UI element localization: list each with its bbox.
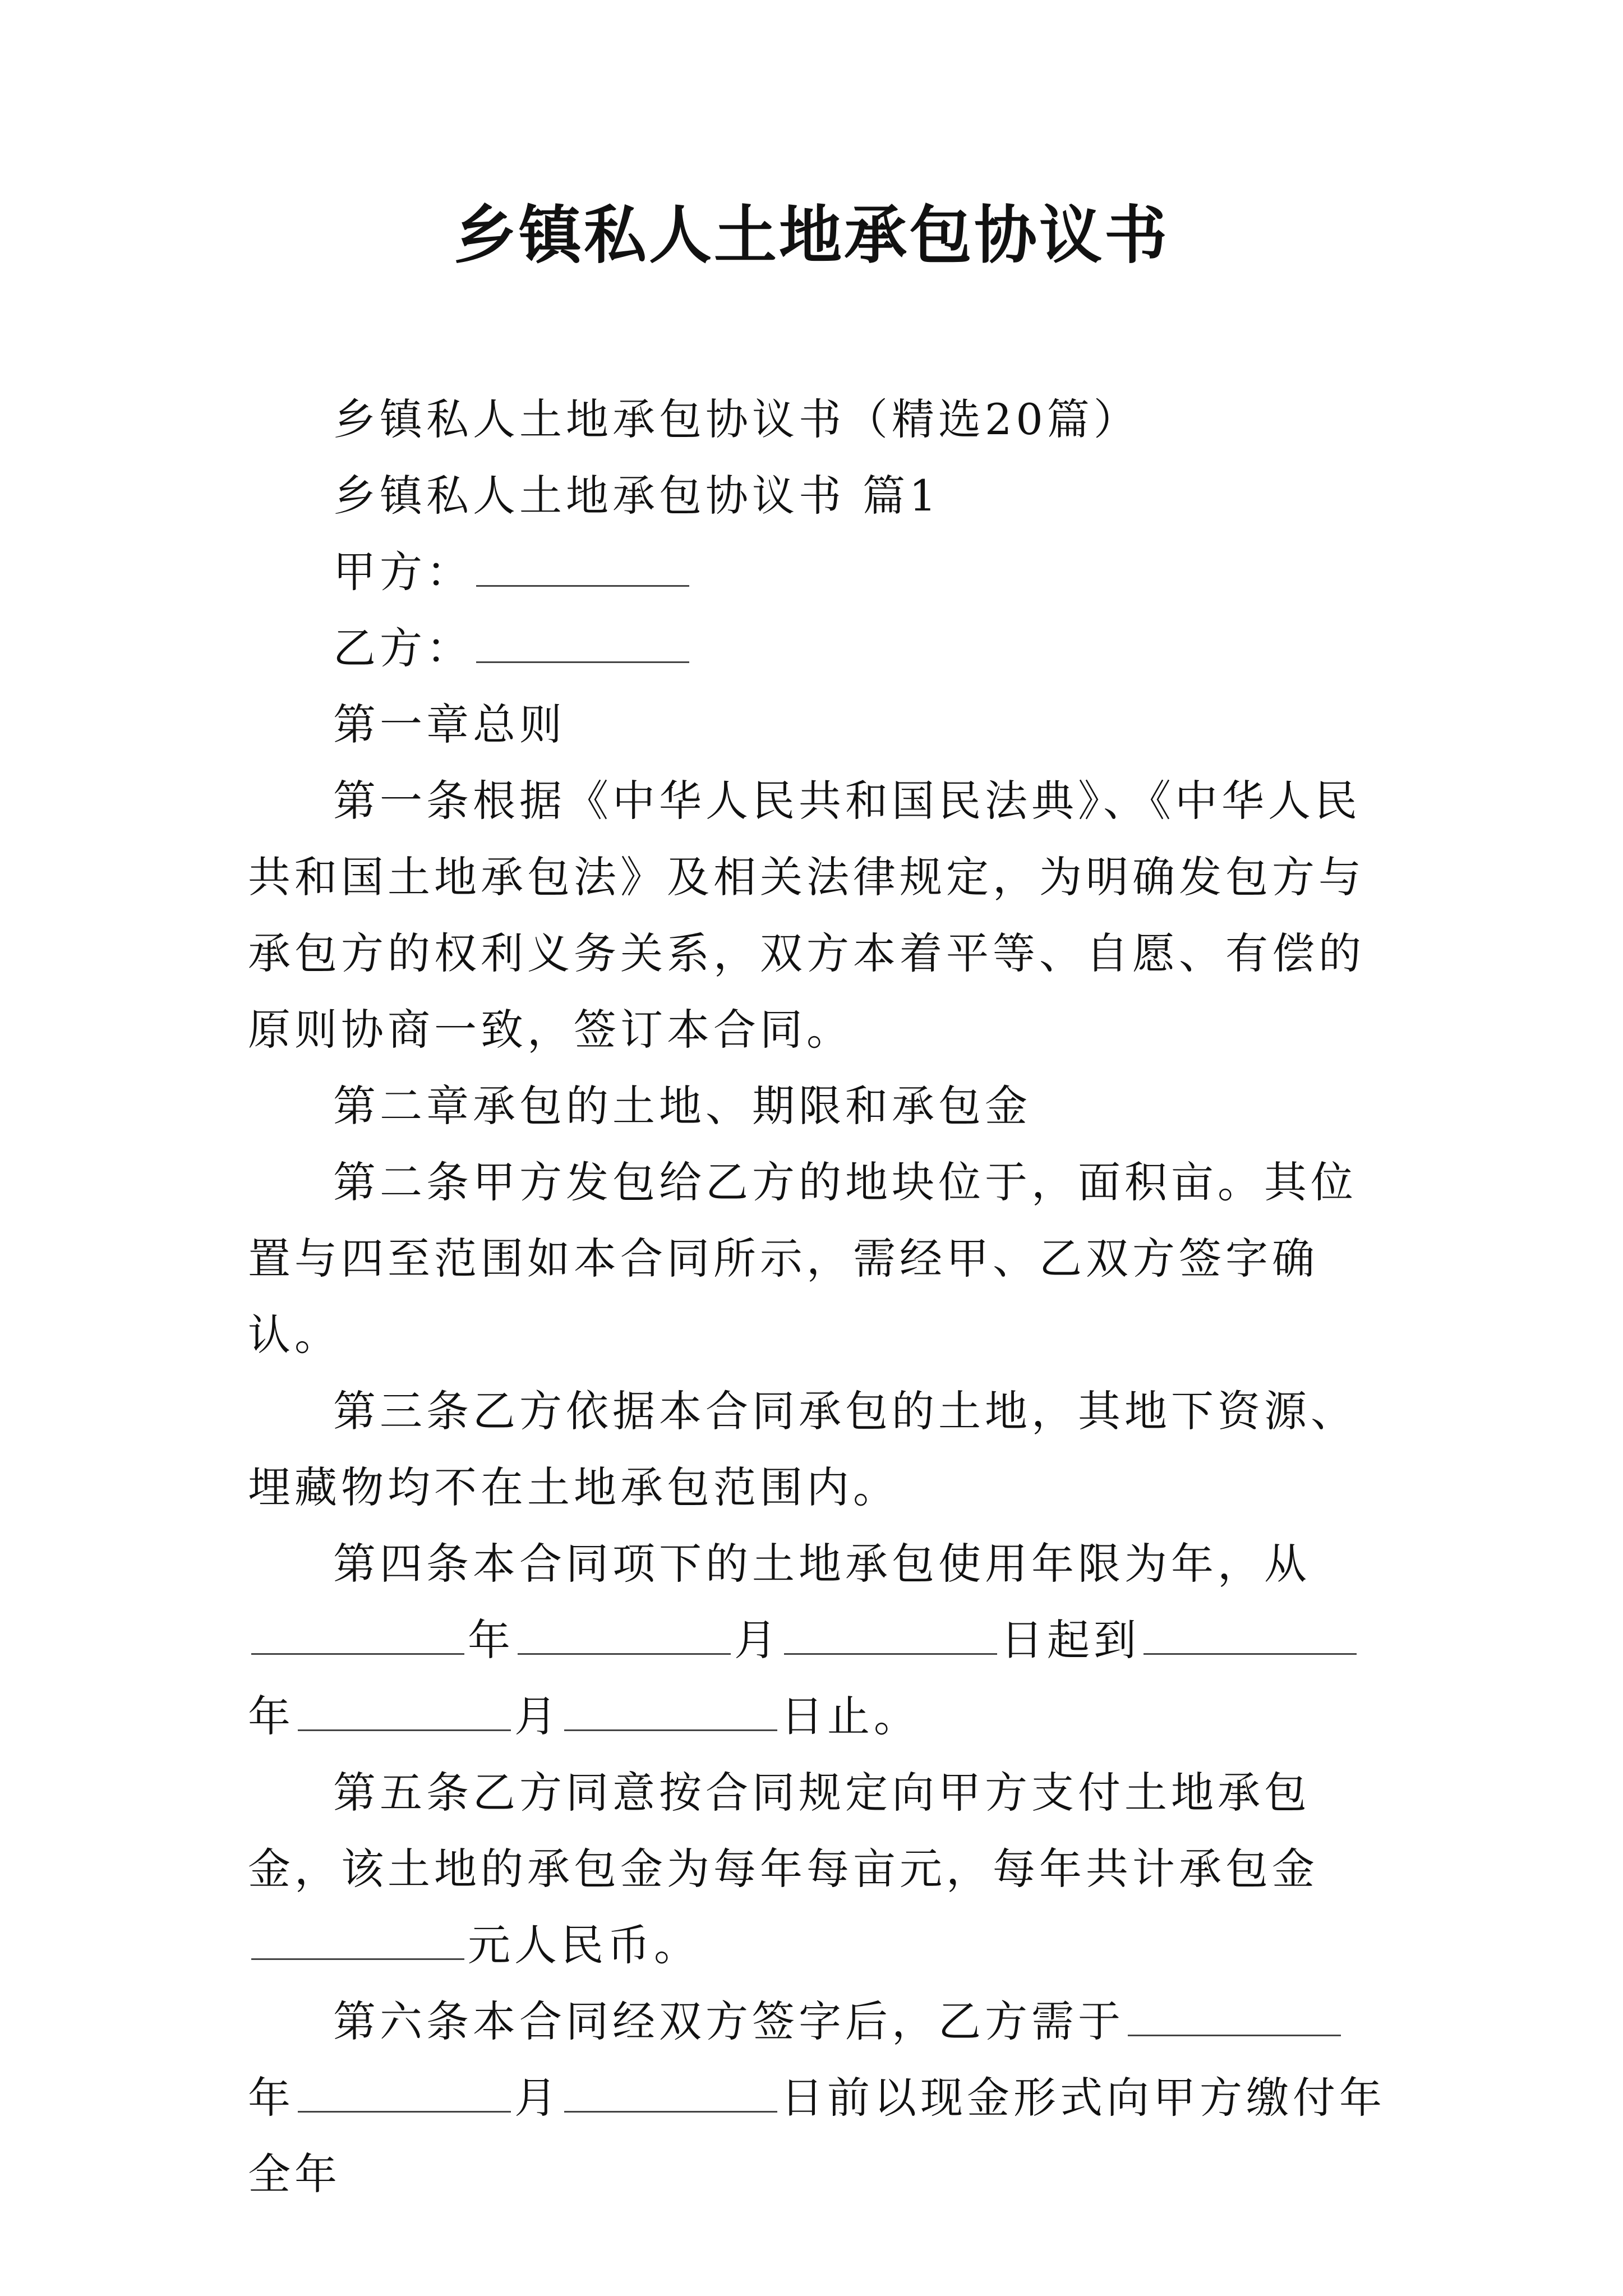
article-4-year2-blank (1144, 1619, 1357, 1655)
section-heading: 乡镇私人土地承包协议书 篇1 (333, 471, 940, 521)
article-4-year-blank (251, 1619, 464, 1655)
article-4-month-blank (518, 1619, 731, 1655)
article-4-month2-blank (298, 1696, 511, 1731)
party-b-blank (476, 628, 689, 663)
subtitle-line: 乡镇私人土地承包协议书（精选20篇） (333, 394, 1140, 444)
article-6-year-label: 年 (248, 2073, 294, 2123)
party-b-line (248, 610, 1386, 687)
article-4 (248, 1526, 1386, 1755)
article-2: 第二条甲方发包给乙方的地块位于，面积亩。其位置与四至范围如本合同所示，需经甲、乙双方签字确认。 (248, 1157, 1357, 1360)
article-5-text: 第五条乙方同意按合同规定向甲方支付土地承包金，该土地的承包金为每年每亩元，每年共计承包金 (248, 1768, 1318, 1894)
party-a-blank (476, 551, 689, 587)
article-6-month-blank (298, 2077, 511, 2113)
article-6-text: 第六条本合同经双方签字后，乙方需于 (333, 1996, 1124, 2046)
chapter-1-heading: 第一章总则 (333, 700, 566, 749)
article-6-month-label: 月 (514, 2073, 561, 2123)
article-6-year-blank (1128, 2001, 1341, 2036)
article-4-year2-label: 年 (248, 1691, 294, 1741)
article-6-text-end: 日前以现金形式向甲方缴付年全年 (248, 2073, 1386, 2199)
document-body (248, 381, 1386, 2212)
chapter-2-heading: 第二章承包的土地、期限和承包金 (333, 1081, 1031, 1131)
party-b-label: 乙方： (333, 623, 473, 673)
article-4-day2-blank (564, 1696, 777, 1731)
article-4-year-label: 年 (468, 1615, 514, 1665)
article-4-day-end-label: 日止。 (781, 1691, 920, 1741)
article-5 (248, 1755, 1386, 1984)
party-a-label: 甲方： (333, 547, 473, 597)
article-1: 第一条根据《中华人民共和国民法典》、《中华人民共和国土地承包法》及相关法律规定，为明确发包方与承包方的权利义务关系，双方本着平等、自愿、有偿的原则协商一致，签订本合同。 (248, 776, 1365, 1055)
article-5-text-end: 元人民币。 (468, 1920, 700, 1970)
article-4-month2-label: 月 (514, 1691, 561, 1741)
article-4-text: 第四条本合同项下的土地承包使用年限为年，从 (333, 1539, 1311, 1589)
article-6 (248, 1984, 1386, 2212)
article-5-amount-blank (251, 1925, 464, 1960)
article-6-day-blank (564, 2077, 777, 2113)
article-3: 第三条乙方依据本合同承包的土地，其地下资源、埋藏物均不在土地承包范围内。 (248, 1386, 1357, 1512)
article-4-month-label: 月 (734, 1615, 781, 1665)
party-a-line (248, 534, 1386, 610)
article-4-day-from-label: 日起到 (1000, 1615, 1140, 1665)
document-title: 乡镇私人土地承包协议书 (454, 199, 1169, 272)
article-4-day-blank (784, 1619, 997, 1655)
